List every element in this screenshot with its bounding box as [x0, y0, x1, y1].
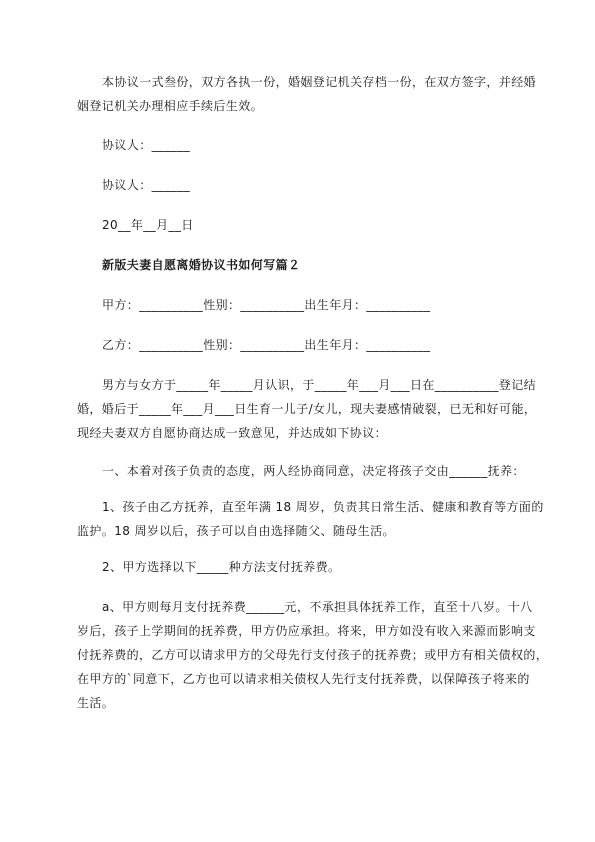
custody-item-2: 2、甲方选择以下_____种方法支付抚养费。	[102, 560, 341, 574]
custody-item-1-line-2: 监护。18 周岁以后，孩子可以自由选择随父、随母生活。	[77, 524, 395, 538]
background-line-3: 现经夫妻双方自愿协商达成一致意见，并达成如下协议：	[77, 426, 388, 440]
background-line-1: 男方与女方于_____年_____月认识，于_____年___月___日在__________登记结	[102, 378, 537, 392]
support-clause-line-1: a、甲方则每月支付抚养费______元，不承担具体抚养工作，直至十八岁。十八	[102, 600, 533, 614]
support-clause-line-4: 在甲方的`同意下，乙方也可以请求相关债权人先行支付抚养费，以保障孩子将来的	[77, 672, 530, 686]
date-line: 20__年__月__日	[102, 218, 194, 232]
support-clause-line-5: 生活。	[77, 696, 115, 710]
effect-clause-line-2: 姻登记机关办理相应手续后生效。	[77, 99, 264, 113]
effect-clause-line-1: 本协议一式叁份，双方各执一份，婚姻登记机关存档一份，在双方签字，并经婚	[102, 75, 537, 89]
party-a-line: 甲方：__________性别：__________出生年月：__________	[102, 298, 431, 312]
custody-clause: 一、本着对孩子负责的态度，两人经协商同意，决定将孩子交由______抚养：	[102, 464, 525, 478]
party-b-line: 乙方：__________性别：__________出生年月：__________	[102, 338, 431, 352]
support-clause-line-3: 付抚养费的，乙方可以请求甲方的父母先行支付孩子的抚养费；或甲方有相关债权的，	[77, 648, 549, 662]
background-line-2: 婚，婚后于_____年___月___日生育一儿子/女儿，现夫妻感情破裂，已无和好可能，	[77, 402, 537, 416]
custody-item-1-line-1: 1、孩子由乙方抚养，直至年满 18 周岁，负责其日常生活、健康和教育等方面的	[102, 500, 544, 514]
support-clause-line-2: 岁后，孩子上学期间的抚养费，甲方仍应承担。将来，甲方如没有收入来源而影响支	[77, 624, 536, 638]
signer-line-1: 协议人：______	[102, 138, 191, 152]
signer-line-2: 协议人：______	[102, 178, 191, 192]
section-heading: 新版夫妻自愿离婚协议书如何写篇２	[102, 258, 301, 272]
